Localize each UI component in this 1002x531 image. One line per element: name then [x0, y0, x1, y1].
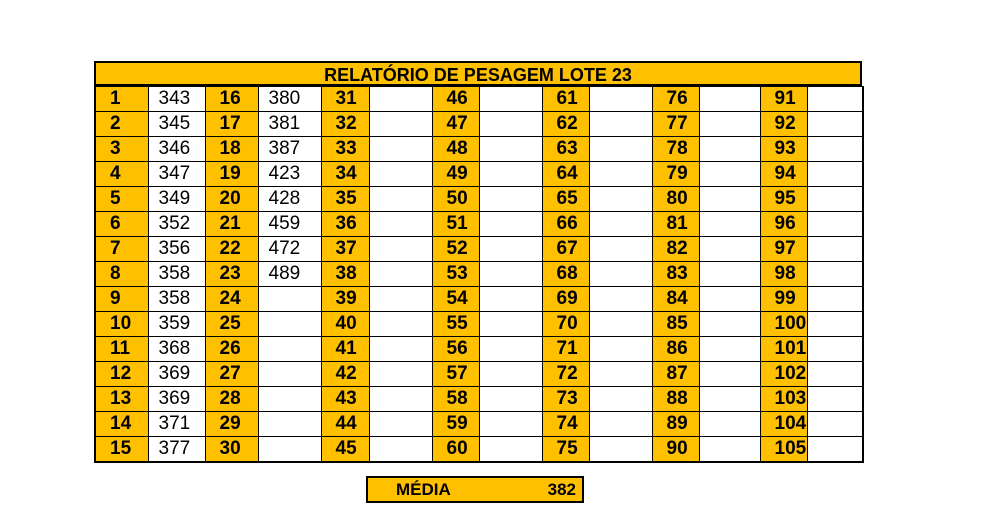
item-number-cell: 70 [542, 312, 589, 337]
weight-cell[interactable] [479, 312, 542, 337]
item-number-cell: 4 [95, 162, 148, 187]
weight-cell[interactable] [699, 412, 760, 437]
item-number-cell: 20 [205, 187, 258, 212]
table-row [95, 262, 863, 287]
table-row [95, 287, 863, 312]
weight-cell[interactable] [369, 212, 432, 237]
item-number-cell: 72 [542, 362, 589, 387]
weight-cell[interactable]: 472 [258, 237, 321, 262]
weight-cell[interactable] [807, 112, 863, 137]
item-number-cell: 97 [760, 237, 807, 262]
weight-cell[interactable] [479, 237, 542, 262]
item-number-cell: 104 [760, 412, 807, 437]
weight-cell[interactable] [258, 387, 321, 412]
weight-cell[interactable] [807, 412, 863, 437]
weight-cell[interactable]: 380 [258, 87, 321, 112]
item-number-cell: 65 [542, 187, 589, 212]
item-number-cell: 36 [321, 212, 369, 237]
item-number-cell: 50 [432, 187, 479, 212]
weight-cell[interactable] [369, 137, 432, 162]
weight-cell[interactable] [258, 287, 321, 312]
item-number-cell: 33 [321, 137, 369, 162]
weight-cell[interactable]: 356 [148, 237, 205, 262]
weight-cell[interactable] [479, 112, 542, 137]
weight-cell[interactable] [258, 437, 321, 463]
item-number-cell: 9 [95, 287, 148, 312]
weight-cell[interactable] [369, 112, 432, 137]
weight-cell[interactable] [369, 287, 432, 312]
item-number-cell: 93 [760, 137, 807, 162]
item-number-cell: 74 [542, 412, 589, 437]
weight-cell[interactable] [589, 262, 652, 287]
item-number-cell: 62 [542, 112, 589, 137]
item-number-cell: 52 [432, 237, 479, 262]
item-number-cell: 2 [95, 112, 148, 137]
item-number-cell: 54 [432, 287, 479, 312]
item-number-cell: 71 [542, 337, 589, 362]
weight-cell[interactable] [589, 362, 652, 387]
weighing-report-sheet [94, 61, 862, 463]
weight-cell[interactable] [807, 337, 863, 362]
item-number-cell: 15 [95, 437, 148, 463]
weight-cell[interactable] [807, 162, 863, 187]
item-number-cell: 84 [652, 287, 699, 312]
item-number-cell: 31 [321, 87, 369, 112]
item-number-cell: 83 [652, 262, 699, 287]
weight-cell[interactable]: 358 [148, 262, 205, 287]
average-box [366, 476, 584, 503]
weight-cell[interactable] [369, 387, 432, 412]
weight-cell[interactable] [699, 87, 760, 112]
report-title: RELATÓRIO DE PESAGEM LOTE 23 [94, 61, 862, 86]
weight-cell[interactable] [369, 437, 432, 463]
weight-cell[interactable] [699, 287, 760, 312]
weight-cell[interactable] [699, 187, 760, 212]
item-number-cell: 67 [542, 237, 589, 262]
item-number-cell: 18 [205, 137, 258, 162]
item-number-cell: 55 [432, 312, 479, 337]
weight-cell[interactable] [699, 137, 760, 162]
weight-cell[interactable] [699, 437, 760, 463]
weight-cell[interactable] [699, 237, 760, 262]
weight-cell[interactable]: 381 [258, 112, 321, 137]
item-number-cell: 92 [760, 112, 807, 137]
weight-cell[interactable] [807, 137, 863, 162]
item-number-cell: 89 [652, 412, 699, 437]
table-row [95, 337, 863, 362]
weight-cell[interactable]: 387 [258, 137, 321, 162]
item-number-cell: 95 [760, 187, 807, 212]
weight-cell[interactable] [589, 137, 652, 162]
item-number-cell: 16 [205, 87, 258, 112]
item-number-cell: 66 [542, 212, 589, 237]
weight-cell[interactable] [699, 212, 760, 237]
item-number-cell: 105 [760, 437, 807, 463]
item-number-cell: 77 [652, 112, 699, 137]
weight-cell[interactable]: 428 [258, 187, 321, 212]
item-number-cell: 102 [760, 362, 807, 387]
weight-cell[interactable]: 346 [148, 137, 205, 162]
weight-cell[interactable] [699, 262, 760, 287]
weight-cell[interactable] [479, 212, 542, 237]
weight-cell[interactable] [479, 262, 542, 287]
item-number-cell: 35 [321, 187, 369, 212]
weight-cell[interactable] [589, 337, 652, 362]
weight-cell[interactable] [589, 212, 652, 237]
item-number-cell: 48 [432, 137, 479, 162]
item-number-cell: 53 [432, 262, 479, 287]
weight-cell[interactable]: 369 [148, 387, 205, 412]
weight-cell[interactable] [589, 87, 652, 112]
weight-cell[interactable]: 352 [148, 212, 205, 237]
weight-cell[interactable] [369, 337, 432, 362]
weight-cell[interactable] [589, 162, 652, 187]
item-number-cell: 57 [432, 362, 479, 387]
weight-cell[interactable] [807, 287, 863, 312]
weight-cell[interactable]: 347 [148, 162, 205, 187]
item-number-cell: 81 [652, 212, 699, 237]
weight-cell[interactable] [369, 237, 432, 262]
item-number-cell: 7 [95, 237, 148, 262]
weight-cell[interactable] [479, 137, 542, 162]
weight-cell[interactable] [807, 312, 863, 337]
item-number-cell: 47 [432, 112, 479, 137]
item-number-cell: 63 [542, 137, 589, 162]
item-number-cell: 42 [321, 362, 369, 387]
item-number-cell: 56 [432, 337, 479, 362]
weight-cell[interactable] [479, 162, 542, 187]
weight-cell[interactable] [807, 437, 863, 463]
weight-cell[interactable] [479, 362, 542, 387]
weight-cell[interactable] [369, 412, 432, 437]
weight-cell[interactable]: 368 [148, 337, 205, 362]
weight-cell[interactable]: 359 [148, 312, 205, 337]
table-row [95, 437, 863, 463]
table-row [95, 112, 863, 137]
weight-cell[interactable] [258, 412, 321, 437]
item-number-cell: 34 [321, 162, 369, 187]
weight-cell[interactable] [699, 162, 760, 187]
table-row [95, 312, 863, 337]
table-row [95, 412, 863, 437]
item-number-cell: 61 [542, 87, 589, 112]
table-row [95, 237, 863, 262]
item-number-cell: 90 [652, 437, 699, 463]
weight-cell[interactable] [479, 387, 542, 412]
weight-cell[interactable] [699, 312, 760, 337]
table-row [95, 187, 863, 212]
table-row [95, 87, 863, 112]
table-row [95, 162, 863, 187]
item-number-cell: 88 [652, 387, 699, 412]
item-number-cell: 100 [760, 312, 807, 337]
item-number-cell: 38 [321, 262, 369, 287]
item-number-cell: 5 [95, 187, 148, 212]
item-number-cell: 26 [205, 337, 258, 362]
item-number-cell: 59 [432, 412, 479, 437]
item-number-cell: 60 [432, 437, 479, 463]
item-number-cell: 91 [760, 87, 807, 112]
weight-cell[interactable] [807, 187, 863, 212]
item-number-cell: 8 [95, 262, 148, 287]
item-number-cell: 45 [321, 437, 369, 463]
table-row [95, 212, 863, 237]
weight-cell[interactable] [369, 262, 432, 287]
weight-cell[interactable] [807, 262, 863, 287]
item-number-cell: 3 [95, 137, 148, 162]
item-number-cell: 96 [760, 212, 807, 237]
item-number-cell: 43 [321, 387, 369, 412]
weight-cell[interactable] [369, 312, 432, 337]
item-number-cell: 44 [321, 412, 369, 437]
weight-cell[interactable] [369, 162, 432, 187]
table-row [95, 387, 863, 412]
weight-cell[interactable] [369, 187, 432, 212]
item-number-cell: 11 [95, 337, 148, 362]
item-number-cell: 41 [321, 337, 369, 362]
item-number-cell: 24 [205, 287, 258, 312]
weight-cell[interactable]: 343 [148, 87, 205, 112]
item-number-cell: 101 [760, 337, 807, 362]
weight-cell[interactable] [589, 412, 652, 437]
weight-cell[interactable]: 459 [258, 212, 321, 237]
weight-cell[interactable] [369, 87, 432, 112]
weight-cell[interactable] [258, 312, 321, 337]
item-number-cell: 73 [542, 387, 589, 412]
item-number-cell: 13 [95, 387, 148, 412]
item-number-cell: 14 [95, 412, 148, 437]
weight-cell[interactable] [589, 112, 652, 137]
item-number-cell: 30 [205, 437, 258, 463]
item-number-cell: 103 [760, 387, 807, 412]
item-number-cell: 17 [205, 112, 258, 137]
item-number-cell: 46 [432, 87, 479, 112]
weight-cell[interactable] [479, 187, 542, 212]
item-number-cell: 69 [542, 287, 589, 312]
item-number-cell: 94 [760, 162, 807, 187]
weight-cell[interactable] [479, 87, 542, 112]
weight-cell[interactable] [807, 87, 863, 112]
weight-cell[interactable] [258, 337, 321, 362]
item-number-cell: 49 [432, 162, 479, 187]
item-number-cell: 51 [432, 212, 479, 237]
item-number-cell: 40 [321, 312, 369, 337]
item-number-cell: 98 [760, 262, 807, 287]
item-number-cell: 19 [205, 162, 258, 187]
weight-cell[interactable] [589, 287, 652, 312]
item-number-cell: 85 [652, 312, 699, 337]
table-row [95, 362, 863, 387]
weight-cell[interactable] [258, 362, 321, 387]
weight-cell[interactable] [369, 362, 432, 387]
weight-cell[interactable]: 423 [258, 162, 321, 187]
item-number-cell: 64 [542, 162, 589, 187]
item-number-cell: 6 [95, 212, 148, 237]
weight-cell[interactable]: 345 [148, 112, 205, 137]
item-number-cell: 21 [205, 212, 258, 237]
weight-cell[interactable] [699, 112, 760, 137]
item-number-cell: 25 [205, 312, 258, 337]
item-number-cell: 39 [321, 287, 369, 312]
item-number-cell: 28 [205, 387, 258, 412]
weight-cell[interactable] [699, 387, 760, 412]
weight-cell[interactable] [589, 387, 652, 412]
average-value: 382 [547, 480, 576, 499]
item-number-cell: 76 [652, 87, 699, 112]
weight-cell[interactable] [479, 337, 542, 362]
weight-cell[interactable]: 369 [148, 362, 205, 387]
item-number-cell: 37 [321, 237, 369, 262]
item-number-cell: 75 [542, 437, 589, 463]
weight-cell[interactable] [479, 412, 542, 437]
average-label: MÉDIA [396, 480, 451, 499]
weight-cell[interactable] [807, 212, 863, 237]
weight-cell[interactable] [807, 362, 863, 387]
item-number-cell: 32 [321, 112, 369, 137]
item-number-cell: 29 [205, 412, 258, 437]
weight-cell[interactable] [699, 337, 760, 362]
weight-cell[interactable] [479, 287, 542, 312]
weight-cell[interactable] [479, 437, 542, 463]
weight-cell[interactable]: 349 [148, 187, 205, 212]
item-number-cell: 78 [652, 137, 699, 162]
weight-cell[interactable]: 377 [148, 437, 205, 463]
item-number-cell: 23 [205, 262, 258, 287]
item-number-cell: 82 [652, 237, 699, 262]
item-number-cell: 58 [432, 387, 479, 412]
weight-cell[interactable]: 358 [148, 287, 205, 312]
item-number-cell: 12 [95, 362, 148, 387]
item-number-cell: 80 [652, 187, 699, 212]
weight-cell[interactable] [807, 237, 863, 262]
item-number-cell: 87 [652, 362, 699, 387]
weight-cell[interactable] [589, 312, 652, 337]
item-number-cell: 10 [95, 312, 148, 337]
weights-table [94, 86, 864, 463]
item-number-cell: 99 [760, 287, 807, 312]
item-number-cell: 68 [542, 262, 589, 287]
weight-cell[interactable] [699, 362, 760, 387]
weight-cell[interactable] [589, 437, 652, 463]
item-number-cell: 86 [652, 337, 699, 362]
item-number-cell: 27 [205, 362, 258, 387]
item-number-cell: 79 [652, 162, 699, 187]
weight-cell[interactable] [807, 387, 863, 412]
weight-cell[interactable] [589, 237, 652, 262]
item-number-cell: 1 [95, 87, 148, 112]
weight-cell[interactable] [589, 187, 652, 212]
table-row [95, 137, 863, 162]
weight-cell[interactable]: 489 [258, 262, 321, 287]
weight-cell[interactable]: 371 [148, 412, 205, 437]
item-number-cell: 22 [205, 237, 258, 262]
